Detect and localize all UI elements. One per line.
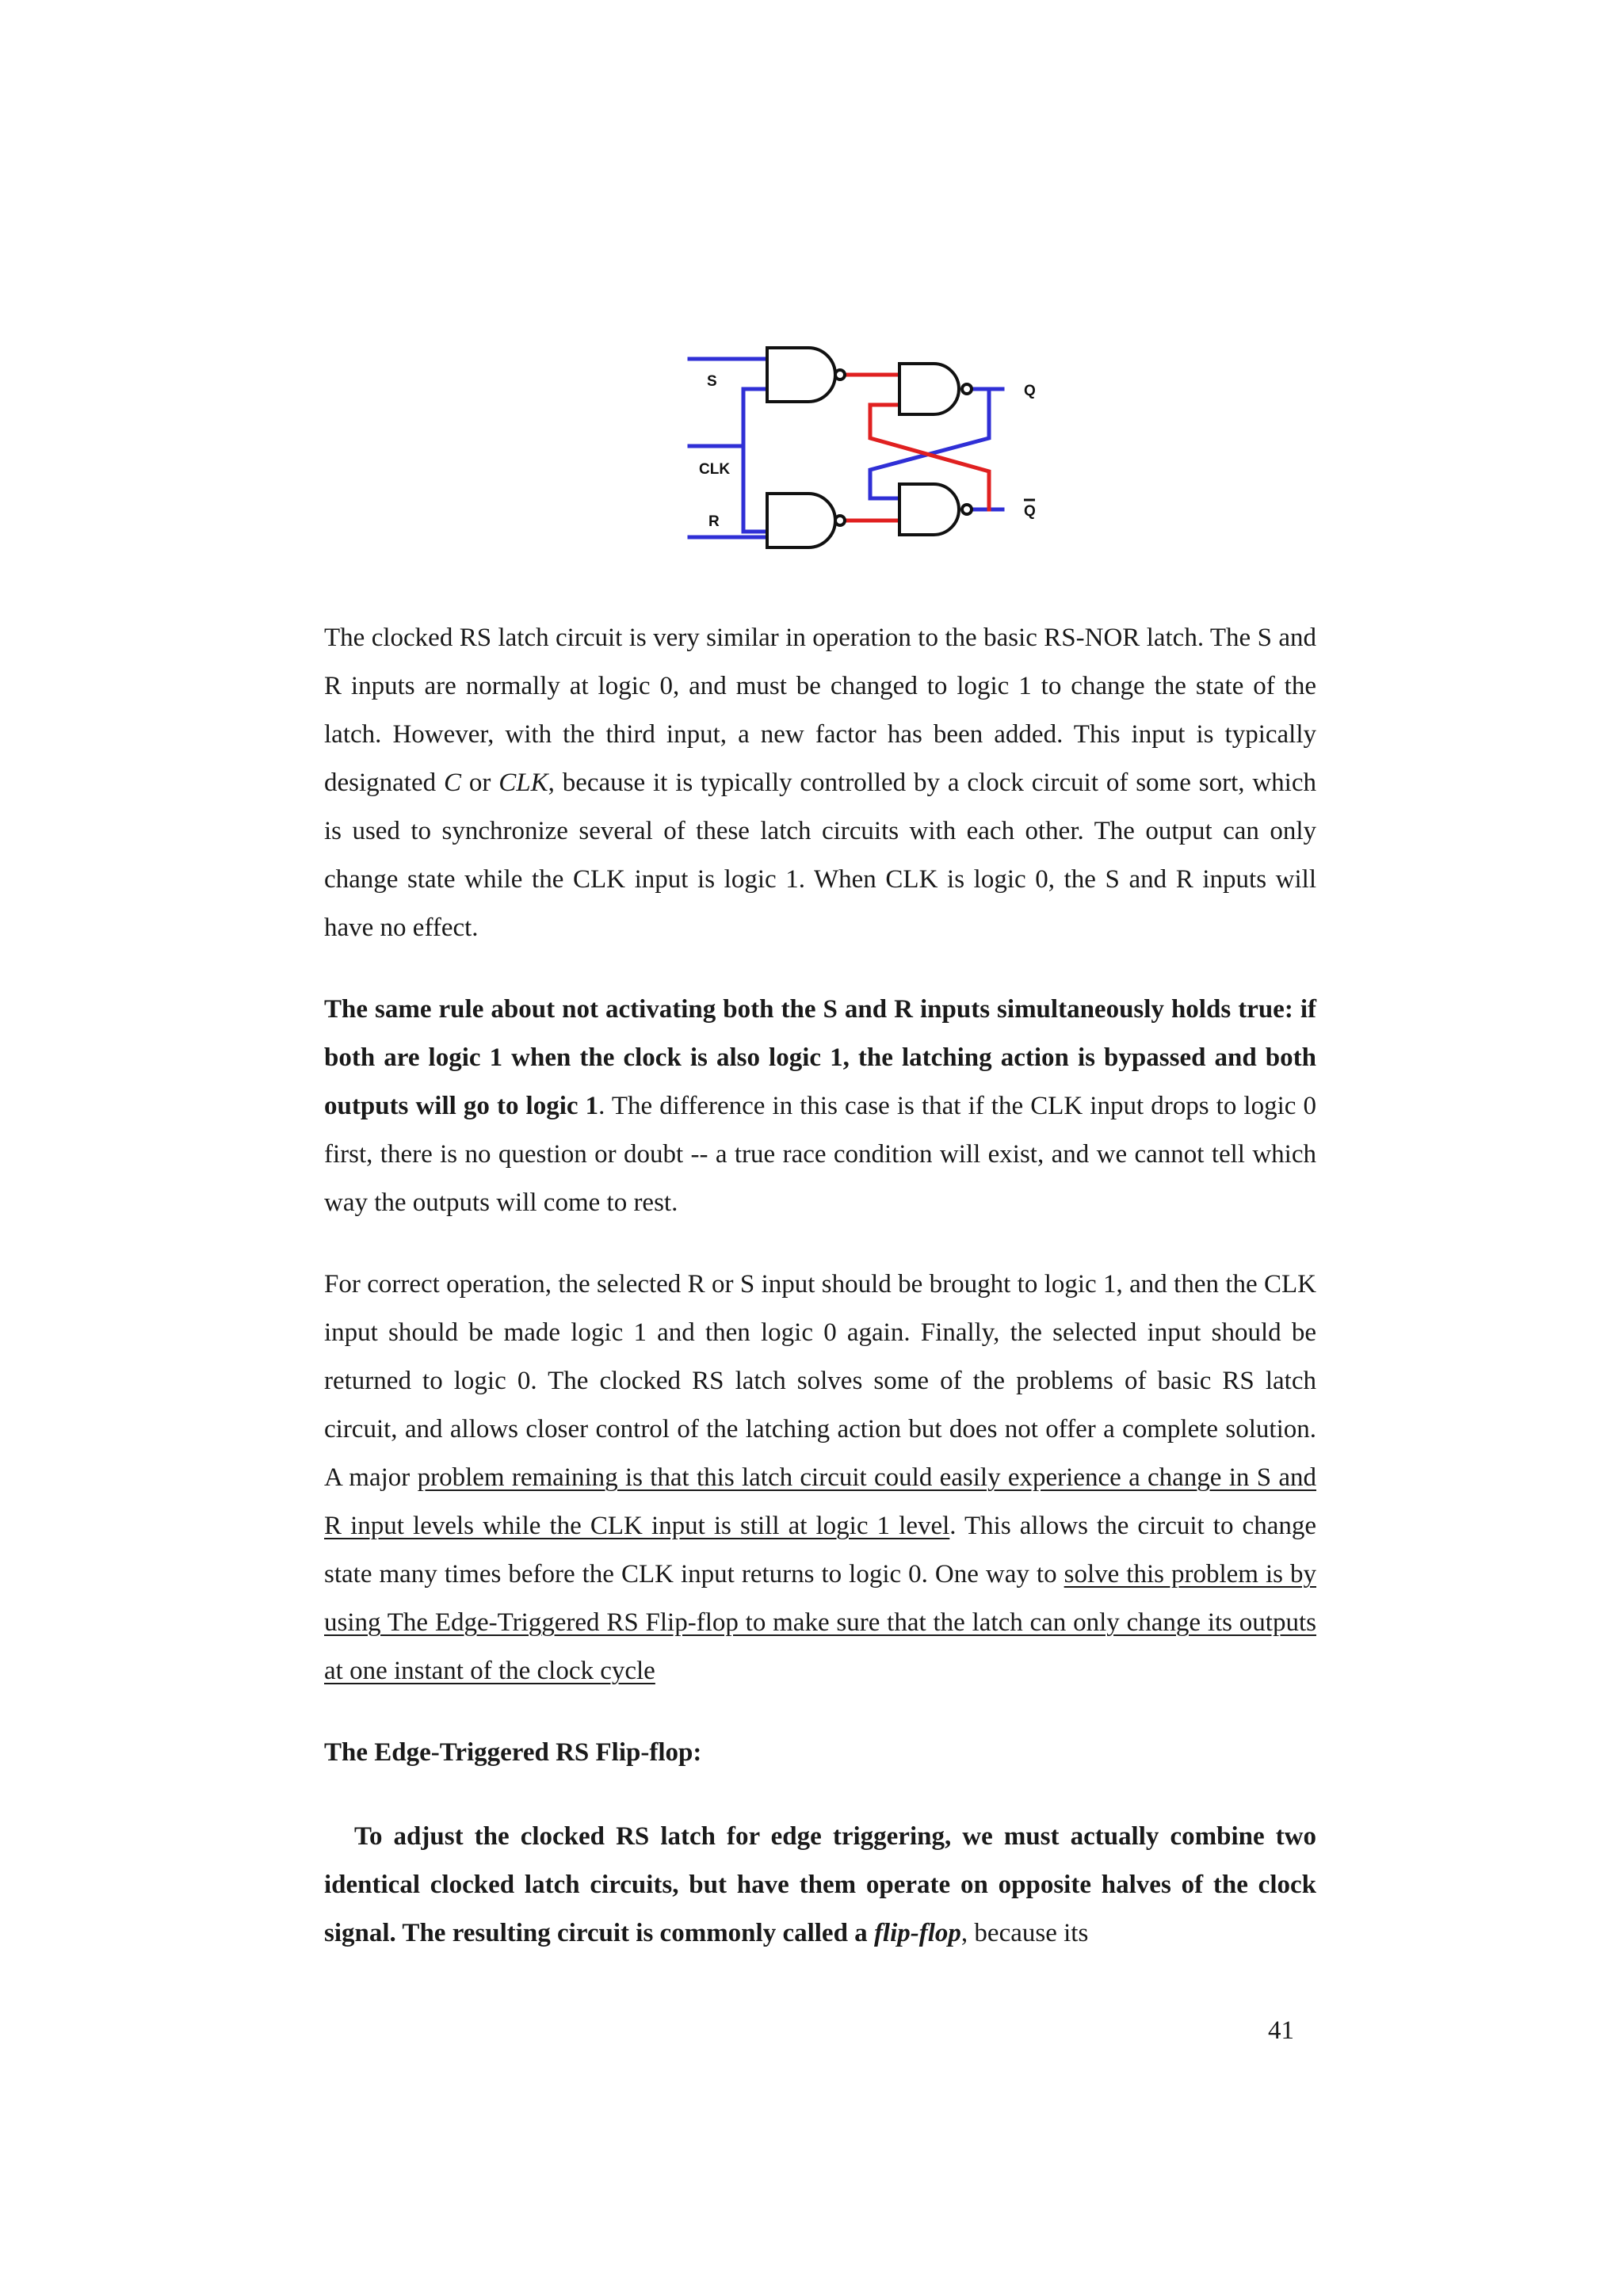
label-s: S (707, 373, 717, 390)
label-q-bar: Q (1024, 503, 1036, 520)
paragraph-4 (324, 1813, 1316, 1958)
nand-gate-r (767, 494, 835, 547)
p1-c-term: C (443, 769, 461, 797)
p3-underlined-solution: solve this problem is by using The Edge-Triggered RS Flip-flop to make sure that the latch can only change its outputs at one instant of the clock cycle (324, 1560, 1316, 1685)
nand-gate-qbar (899, 484, 959, 535)
p1-or: or (468, 769, 491, 797)
latch-circuit-svg (682, 337, 1062, 559)
p3-start-text: For correct operation, the selected R or S input should be brought to logic 1, and then the CLK input should be made logic 1 and then logic 0 again. Finally, the selected input should be returned to logic 0. The clocked RS latch solves some of the problems of basic RS latch circuit, and allows closer control of the latching action but does not offer a complete solution. A major (324, 1270, 1316, 1492)
inverter-bubble-s (835, 370, 845, 379)
p3-underlined-problem: problem remaining is that this latch circuit could easily experience a change in S and R input levels while the CLK input is still at logic 1 level (324, 1463, 1316, 1540)
clocked-rs-latch-diagram (682, 337, 1062, 559)
label-q: Q (1024, 383, 1036, 399)
inverter-bubble-qbar (962, 505, 972, 514)
p4-flipflop-term: flip-flop (873, 1919, 961, 1947)
nand-gates (767, 348, 972, 547)
label-clk: CLK (699, 461, 731, 478)
nand-gate-q (899, 364, 959, 414)
label-r: R (708, 513, 720, 530)
p1-clk-term: CLK (498, 769, 548, 797)
p1-text: The clocked RS latch circuit is very similar in operation to the basic RS-NOR latch. The S and R inputs are normally at logic 0, and must be changed to logic 1 to change the state of the latch. However, with the third input, a new factor has been added. This input is typically designated (324, 624, 1316, 797)
body-text (324, 614, 1316, 1958)
paragraph-2 (324, 986, 1316, 1227)
p1-rest-text: , because it is typically controlled by a clock circuit of some sort, which is used to synchronize several of these latch circuits with each other. The output can only change state while the CLK input is logic 1. When CLK is logic 0, the S and R inputs will have no effect. (324, 769, 1316, 942)
p4-rest-text: , because its (960, 1919, 1089, 1947)
paragraph-1 (324, 614, 1316, 952)
inverter-bubble-r (835, 516, 845, 525)
p4-bold-text: To adjust the clocked RS latch for edge triggering, we must actually combine two identical clocked latch circuits, but have them operate on opposite halves of the clock signal. The resulting circuit is commonly called a (324, 1822, 1316, 1947)
nand-gate-s (767, 348, 835, 402)
inverter-bubble-q (962, 384, 972, 394)
page-number: 41 (1268, 2016, 1294, 2045)
section-heading: The Edge-Triggered RS Flip-flop: (324, 1738, 702, 1767)
clk-bus-wire (743, 389, 767, 532)
p2-rest-text: . The difference in this case is that if the CLK input drops to logic 0 first, there is no question or doubt -- a true race condition will exist, and we cannot tell which way the outputs will come to rest. (324, 1092, 1316, 1217)
p3-mid-text: . This allows the circuit to change state many times before the CLK input returns to logic 0. One way to (324, 1512, 1316, 1589)
p2-bold-text: The same rule about not activating both the S and R inputs simultaneously holds true: if both are logic 1 when the clock is also logic 1, the latching action is bypassed and both outputs will go to logic 1 (324, 995, 1316, 1120)
paragraph-3 (324, 1261, 1316, 1695)
